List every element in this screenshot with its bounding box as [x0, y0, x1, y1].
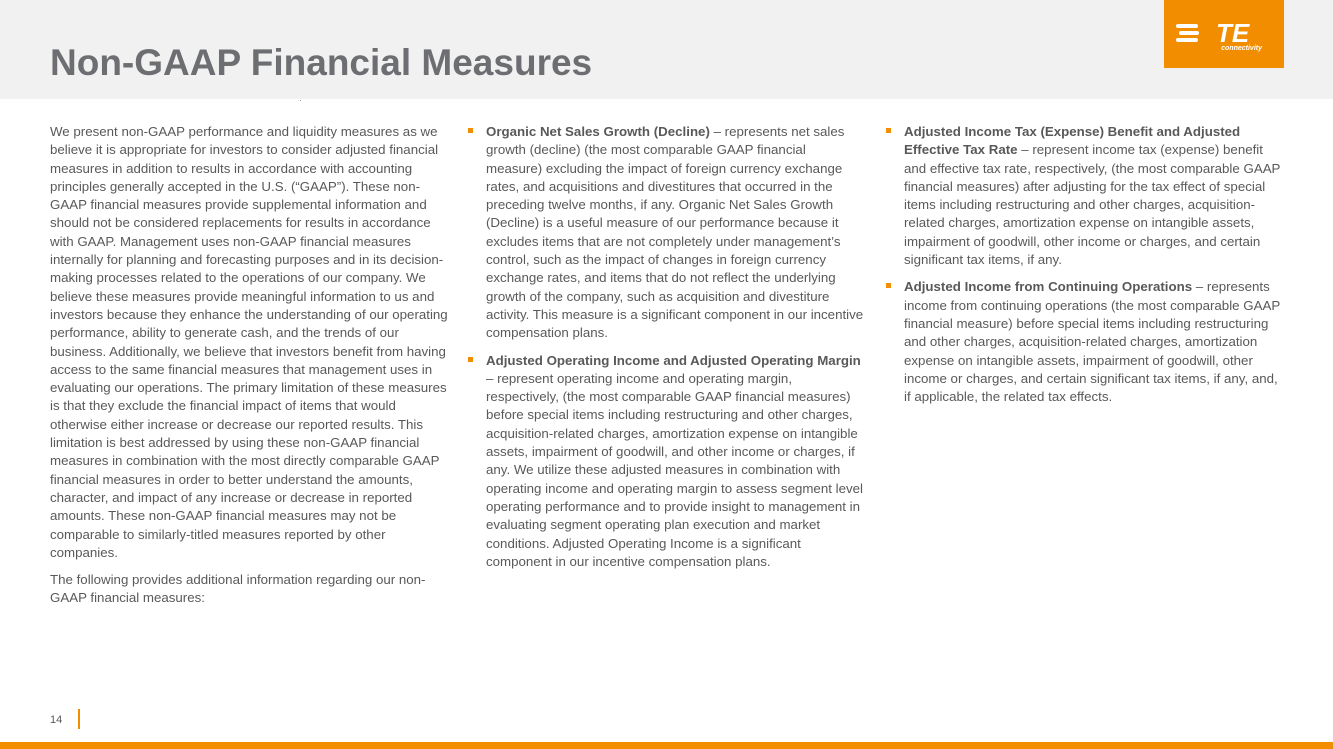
definition-organic-net-sales: [468, 123, 864, 343]
definition-adjusted-income-continuing-ops: [886, 278, 1282, 406]
intro-column: [50, 123, 448, 617]
page-number-divider: [78, 709, 80, 729]
bullet-square-icon: [886, 283, 891, 288]
logo-text: TE: [1216, 18, 1250, 48]
definitions-column-1: [468, 123, 864, 580]
slide-title: Non-GAAP Financial Measures: [50, 42, 593, 83]
bullet-square-icon: [886, 128, 891, 133]
definition-term: Adjusted Income Tax (Expense) Benefit and Adjusted Effective Tax Rate: [904, 124, 1241, 158]
bottom-accent-bar: [0, 742, 1333, 749]
definition-text: – represents net sales growth (decline) (the most comparable GAAP financial measure) excluding the impact of foreign currency exchange rates, and acquisitions and divestitures that occurred in the preceding twelve months, if any. Organic Net Sales Growth (Decline) is a useful measure of our performance because it excludes items that are not completely under management’s control, such as the impact of changes in foreign currency exchange rates, and items that do not reflect the underlying growth of the company, such as acquisition and divestiture activity. This measure is a significant component in our incentive compensation plans.: [486, 124, 864, 341]
definition-term: Adjusted Operating Income and Adjusted Operating Margin: [486, 352, 861, 368]
page-number: 14: [50, 714, 63, 726]
definition-adjusted-income-tax: [886, 123, 1282, 269]
intro-followup-paragraph: The following provides additional information regarding our non-GAAP financial measures:: [50, 572, 426, 606]
te-connectivity-logo: [1164, 0, 1284, 68]
bullet-square-icon: [468, 357, 473, 362]
definition-text: – represent operating income and operating margin, respectively, (the most comparable GAAP financial measures) before special items including restructuring and other charges, acquisition-related charges, amortization expense on intangible assets, impairment of goodwill, and other income or charges, if any. We utilize these adjusted measures in combination with operating income and operating margin to assess segment level operating performance and to provide insight to management in evaluating segment operating plan execution and market conditions. Adjusted Operating Income is a significant component in our incentive compensation plans.: [486, 370, 863, 569]
bullet-square-icon: [468, 128, 473, 133]
logo-subtext: connectivity: [1221, 45, 1262, 52]
definition-term: Adjusted Income from Continuing Operations: [904, 279, 1193, 295]
definitions-column-2: [886, 123, 1282, 415]
definition-text: – represents income from continuing operations (the most comparable GAAP financial measure) before special items including restructuring and other charges, acquisition-related charges, amortization expense on intangible assets, impairment of goodwill, other income or charges, and certain significant tax items, if any, and, if applicable, the related tax effects.: [904, 279, 1280, 405]
te-logo-icon: [1164, 0, 1284, 68]
slide-header: [0, 0, 1333, 99]
intro-paragraph: We present non-GAAP performance and liquidity measures as we believe it is appropriate for investors to consider adjusted financial measures in addition to results in accordance with accounting principles generally accepted in the U.S. (“GAAP”). These non-GAAP financial measures provide supplemental information and should not be considered replacements for results in accordance with GAAP. Management uses non-GAAP financial measures internally for planning and forecasting purposes and in its decision-making processes related to the operations of our company. We believe these measures provide meaningful information to us and investors because they enhance the understanding of our operating performance, ability to generate cash, and the trends of our business. Additionally, we believe that investors benefit from having access to the same financial measures that management uses in evaluating our operations. The primary limitation of these measures is that they exclude the financial impact of items that would otherwise either increase or decrease our reported results. This limitation is best addressed by using these non-GAAP financial measures in combination with the most directly comparable GAAP financial measures in order to better understand the amounts, character, and impact of any increase or decrease in reported amounts. These non-GAAP financial measures may not be comparable to similarly-titled measures reported by other companies.: [50, 124, 448, 560]
definition-adjusted-operating-income: [468, 352, 864, 572]
definition-term: Organic Net Sales Growth (Decline): [486, 124, 710, 139]
decorative-dot: [300, 100, 301, 101]
definition-text: – represent income tax (expense) benefit and effective tax rate, respectively, (the most comparable GAAP financial measures) after adjusting for the tax effect of special items including restructuring and other charges, acquisition-related charges, amortization expense on intangible assets, impairment of goodwill, other income or charges, and certain significant tax items, if any.: [904, 142, 1281, 268]
